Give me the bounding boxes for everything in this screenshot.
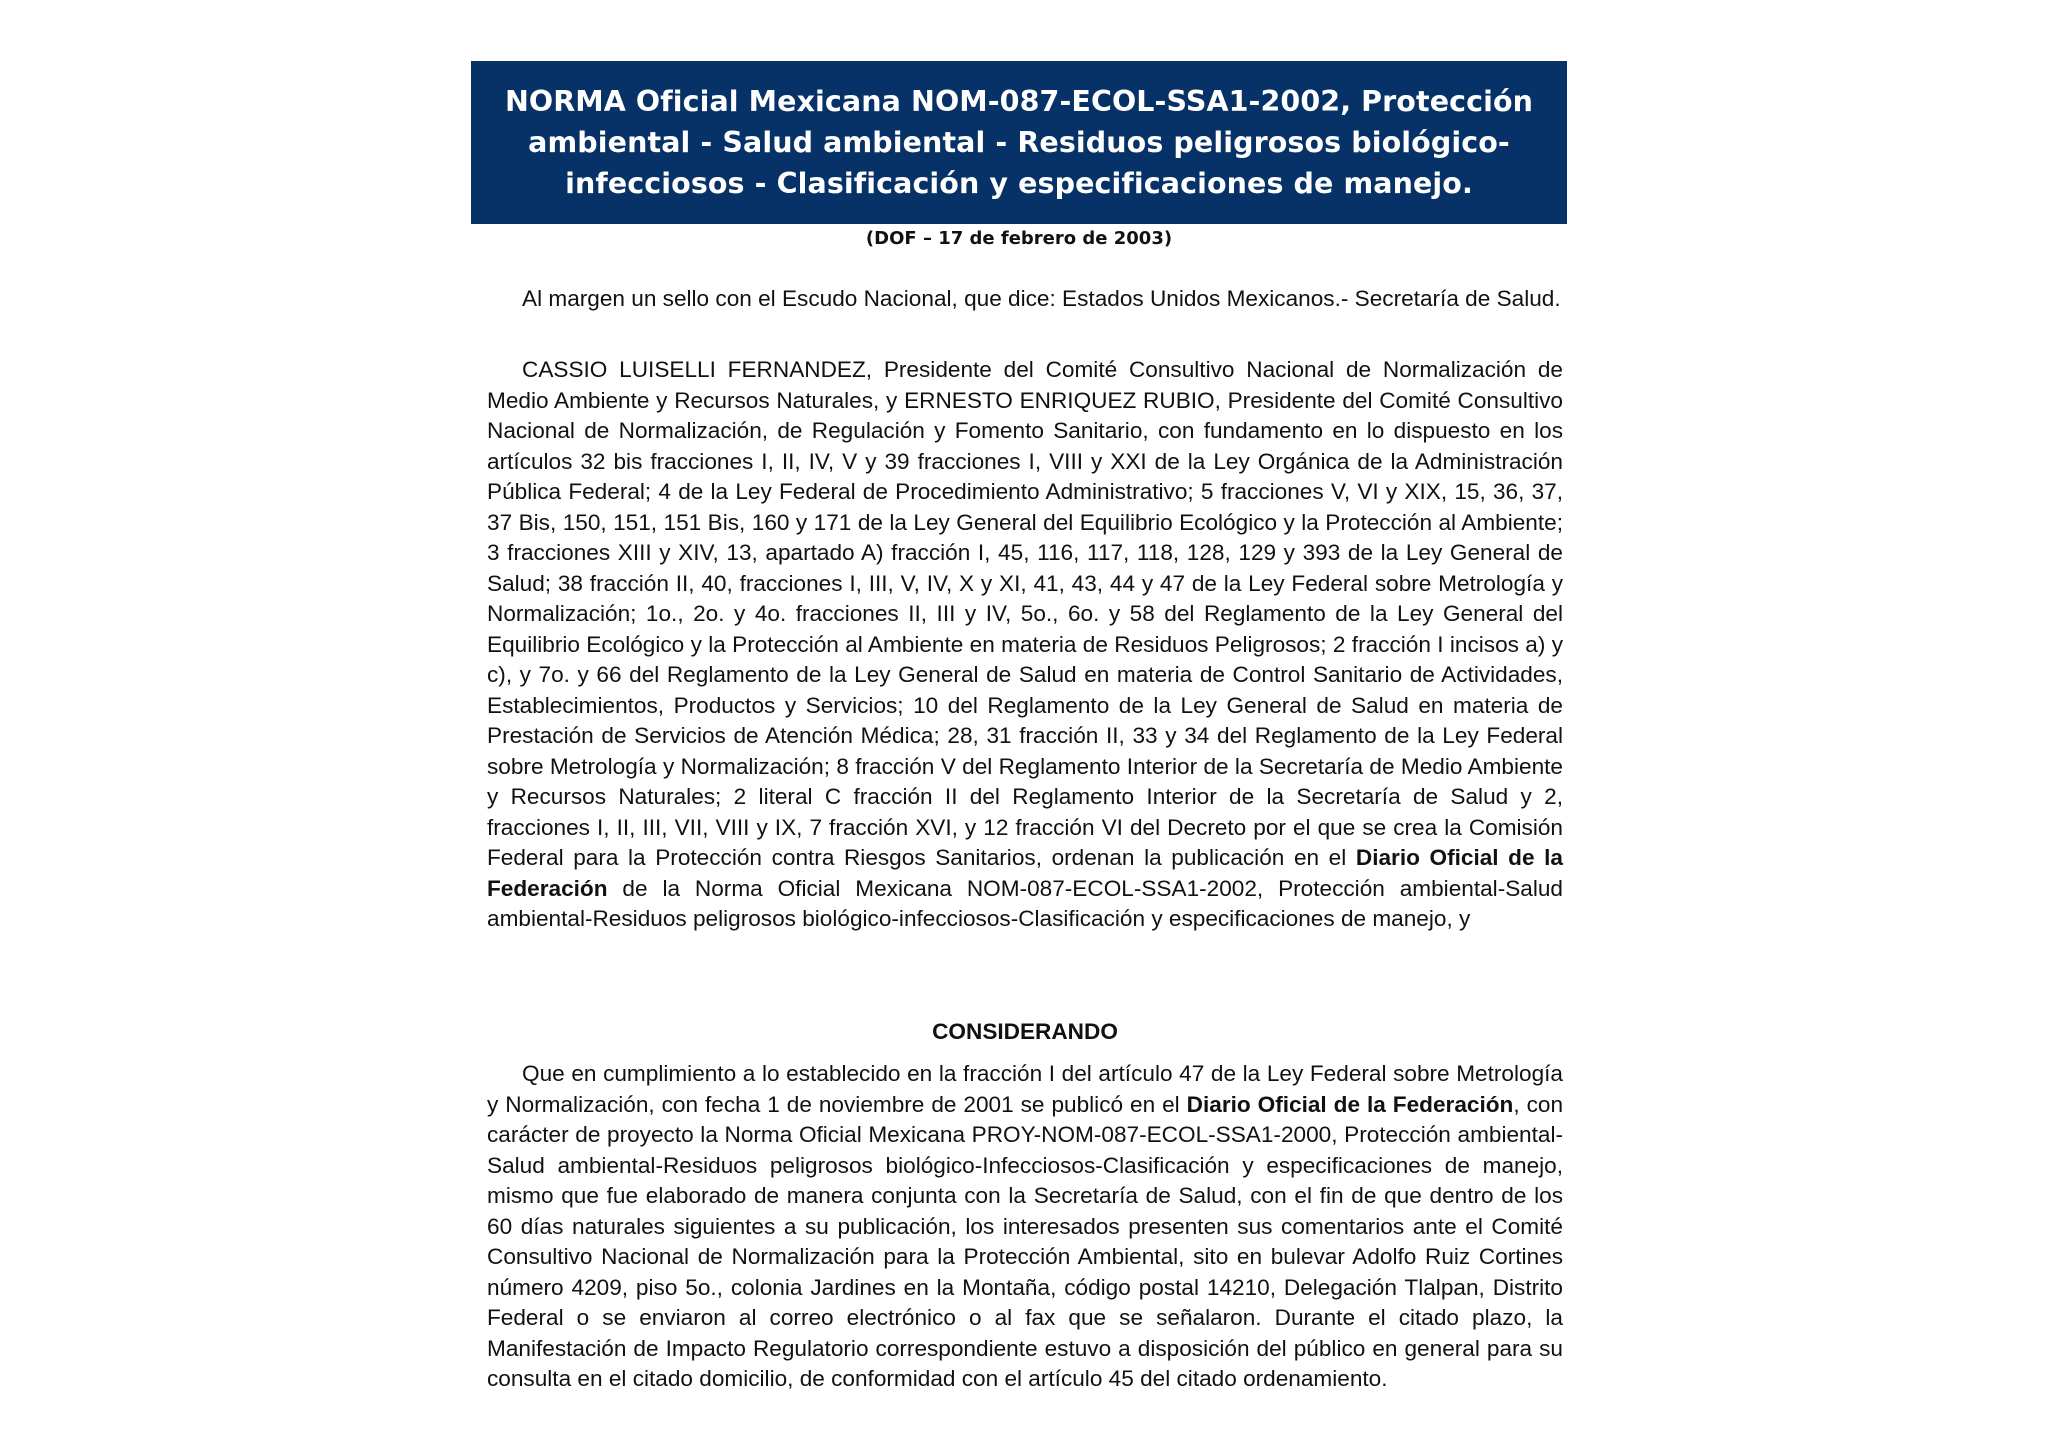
paragraph-considerando	[487, 1059, 1563, 1395]
paragraph-seal	[487, 284, 1563, 315]
section-heading-considerando: CONSIDERANDO	[932, 1019, 1118, 1044]
title-banner	[471, 61, 1567, 224]
diario-oficial-reference: Diario Oficial de la Federación	[487, 845, 1563, 901]
paragraph-preamble-text-2: de la Norma Oficial Mexicana NOM-087-ECOL-SSA1-2002, Protección ambiental-Salud ambiental-Residuos peligrosos biológico-infecciosos-Clasificación y especificaciones de manejo, y	[487, 875, 1563, 931]
paragraph-considerando-text-1: Que en cumplimiento a lo establecido en la fracción I del artículo 47 de la Ley Federal sobre Metrología y Normalización, con fecha 1 de noviembre de 2001 se publicó en el	[487, 1061, 1563, 1117]
publication-date: (DOF – 17 de febrero de 2003)	[865, 228, 1173, 249]
paragraph-considerando-text-2: , con carácter de proyecto la Norma Oficial Mexicana PROY-NOM-087-ECOL-SSA1-2000, Protección ambiental- Salud ambiental-Residuos peligrosos biológico-Infecciosos-Clasificación y especificaciones de manejo, mismo que fue elaborado de manera conjunta con la Secretaría de Salud, con el fin de que dentro de los 60 días naturales siguientes a su publicación, los interesados presenten sus comentarios ante el Comité Consultivo Nacional de Normalización para la Protección Ambiental, sito en bulevar Adolfo Ruiz Cortines número 4209, piso 5o., colonia Jardines en la Montaña, código postal 14210, Delegación Tlalpan, Distrito Federal o se enviaron al correo electrónico o al fax que se señalaron. Durante el citado plazo, la Manifestación de Impacto Regulatorio correspondiente estuvo a disposición del público en general para su consulta en el citado domicilio, de conformidad con el artículo 45 del citado ordenamiento.	[487, 1091, 1564, 1391]
paragraph-seal-text: Al margen un sello con el Escudo Nacional, que dice: Estados Unidos Mexicanos.- Secretaría de Salud.	[522, 286, 1561, 311]
paragraph-preamble	[487, 355, 1563, 935]
diario-oficial-reference-2: Diario Oficial de la Federación	[1186, 1091, 1514, 1117]
paragraph-preamble-text-1: CASSIO LUISELLI FERNANDEZ, Presidente del Comité Consultivo Nacional de Normalización de Medio Ambiente y Recursos Naturales, y ERNESTO ENRIQUEZ RUBIO, Presidente del Comité Consultivo Nacional de Normalización, de Regulación y Fomento Sanitario, con fundamento en lo dispuesto en los artículos 32 bis fracciones I, II, IV, V y 39 fracciones I, VIII y XXI de la Ley Orgánica de la Administración Pública Federal; 4 de la Ley Federal de Procedimiento Administrativo; 5 fracciones V, VI y XIX, 15, 36, 37, 37 Bis, 150, 151, 151 Bis, 160 y 171 de la Ley General del Equilibrio Ecológico y la Protección al Ambiente; 3 fracciones XIII y XIV, 13, apartado A) fracción I, 45, 116, 117, 118, 128, 129 y 393 de la Ley General de Salud; 38 fracción II, 40, fracciones I, III, V, IV, X y XI, 41, 43, 44 y 47 de la Ley Federal sobre Metrología y Normalización; 1o., 2o. y 4o. fracciones II, III y IV, 5o., 6o. y 58 del Reglamento de la Ley General del Equilibrio Ecológico y la Protección al Ambiente en materia de Residuos Peligrosos; 2 fracción I incisos a) y c), y 7o. y 66 del Reglamento de la Ley General de Salud en materia de Control Sanitario de Actividades, Establecimientos, Productos y Servicios; 10 del Reglamento de la Ley General de Salud en materia de Prestación de Servicios de Atención Médica; 28, 31 fracción II, 33 y 34 del Reglamento de la Ley Federal sobre Metrología y Normalización; 8 fracción V del Reglamento Interior de la Secretaría de Medio Ambiente y Recursos Naturales; 2 literal C fracción II del Reglamento Interior de la Secretaría de Salud y 2, fracciones I, II, III, VII, VIII y IX, 7 fracción XVI, y 12 fracción VI del Decreto por el que se crea la Comisión Federal para la Protección contra Riesgos Sanitarios, ordenan la publicación en el	[487, 357, 1563, 870]
page-cutoff	[0, 1400, 2048, 1447]
document-title: NORMA Oficial Mexicana NOM-087-ECOL-SSA1-2002, Protección ambiental - Salud ambiental - Residuos peligrosos biológico-infecciosos - Clasificación y especificaciones de manejo.	[504, 85, 1534, 200]
